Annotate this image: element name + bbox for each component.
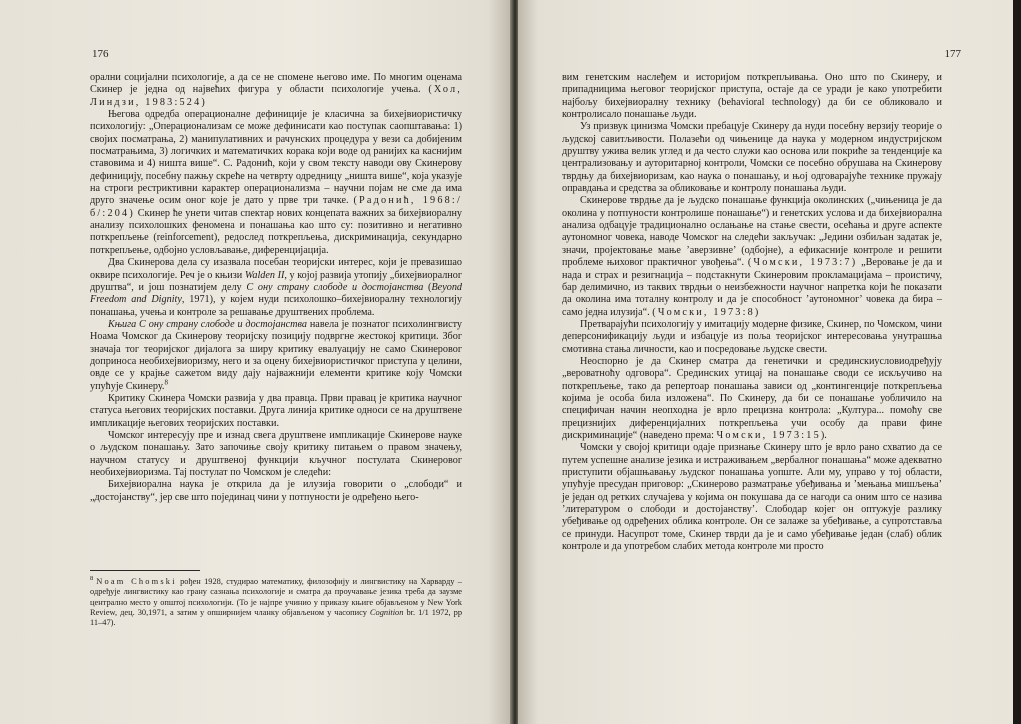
paragraph: Бихејвиорална наука је открила да је илузија говорити о „слободи“ и „достојанству“, јер све што појединац чини у потпуности је одређено њего- — [90, 479, 462, 503]
paragraph: Чомски у својој критици одаје признање Скинеру што је врло рано схватио да се путем успешне анализе језика и истраживањем „вербалног понашања“ може адекватно приступити објашњавању људског понашања уопште. Али му, управо у тој области, упућује пресудан приговор: „Скинерово разматрање убеђивања и ’мењања мишљења’ је један од ретких случајева у којима он покушава да се нагоди са оним што се назива ’литературом о слободи и достојанству’. Слободар којег он оптужује разлику убеђивање од одређених облика контроле. Он се залаже за убеђивање, а супротстављa се принуди. Насупрот томе, Скинер тврди да је и само убеђивање један (слаб) облик контроле и да употребом слабих метода контроле ми просто — [562, 442, 942, 553]
right-page — [518, 0, 1021, 724]
paragraph: Књига С ону страну слободе и достојанства навела је познатог психолингвисту Ноама Чомског да Скинерову теоријску позицију подвргне жестокој критици. Због значаја тог теоријског дијалога за ширу критику евалуацију не само Скинеровог доприноса необихејвиоризму, него и за оцену бихејвиористичког приступа у целини, овде се у крајње сажетом виду дају најважнији елементи критике коју Чомски упућује Скинеру.$^8$ — [90, 318, 463, 392]
paragraph: вим генетским наслеђем и историјом поткрепљивања. Оно што по Скинеру, и припадницима његовог теоријског приступа, остаје да се уради је како употребити најбољу бихејвиоралну технику (behavioral technology) да би се обликовало и контролисало понашање људи. — [562, 72, 942, 121]
paragraph: Његова одредба операционалне дефиниције је класична за бихејвиористичку психологију: „Операционализам се може дефинисати као поступак саопштавања: 1) својих посматрања, 2) манипулативних и рачунских процедура у вези са добијеним посматрањима, 3) логичких и математичких корака који воде од ранијих ка каснијим ставовима и 4) ништа више“. С. Радонић, који у свом тексту наводи ову Скинерову дефиницију, посебну пажњу скреће на четврту одредницу „ништа више“, која указује на строги рестриктивни карактер операционализма – научни појам не сме да има друго значење осим оног које је дато у прве три тачке. (Радонић, 1968:/б/:204) Скинер ће унети читав спектар нових концепата важних за бихејвиоралну анализу психолошких феномена и понашања као што су: позитивно и негативно поткрепљење (reinforcement), редослед поткрепљења, дискриминација, секундарно поткрепљење, одбојно условљавање, диференцијација. — [90, 109, 462, 256]
footnote-divider — [90, 570, 200, 571]
page-number-left: 176 — [92, 48, 109, 60]
left-body-text — [90, 72, 462, 504]
footnote-ref[interactable]: 8 — [164, 378, 168, 387]
paragraph: Претварајући психологију у имитацију модерне физике, Скинер, по Чомском, чини деперсонификацију људи и избацује из поља теоријског интересовања унутрашња смотивна стања личности, као и посредовање људске свести. — [562, 318, 942, 355]
paragraph: Два Скинерова дела су изазвала посебан теоријски интерес, који је превазишао оквире психологије. Реч је о књизи Walden II, у којој развија утопију „бихејвиоралног друштва“, и још познатијем делу С ону страну слободе и достојанства (Beyond Freedom and Dignity, 1971), у којем нуди психолошко–бихејвиоралну технологију понашања, учења и контроле за решавање друштвених проблема. — [90, 257, 463, 318]
paragraph: Чомског интересују пре и изнад свега друштвене импликације Скинерове науке о људском понашању. Зато започиње своју критику питањем о правом значењу, научном статусу и друштвеној функцији кључног постулата Скинеровог необихејвиоризма. Тај постулат по Чомском је следећи: — [90, 429, 462, 478]
page-number-right: 177 — [944, 48, 961, 60]
paragraph: Критику Скинера Чомски развија у два правца. Први правац је критика научног статуса његових теоријских поставки. Друга линија критике односи се на друштвене импликације његових теоријских поставки. — [90, 392, 462, 429]
paragraph: Скинерове тврдње да је људско понашање функција околинских („чињеница је да околина у потпуности контролише понашање“) и генетских услова и да бихејвиорална анализа одбацује традиционално ослањање на стање свести, осећања и друге аспекте аутономног човека, наводе Чомског на следећи закључак: „Једини озбиљан задатак је, значи, пројектовање мање ’аверзивне’ (одбојне), а ефикасније контроле и решити проблеме њиховог практичног увођења“. (Чомски, 1973:7) „Веровање је да и нада и страх и резигнација – подстакнути Скинеровим прокламацијама – проистичу, бар делимично, из таквих тврдњи о неизбежности научног напретка који ће показати да околина има тоталну контролу и да је способност ’аутономног’ човека да бира – само једна илузија“. (Чомски, 1973:8) — [562, 195, 943, 318]
footnote: $^8$ Noam Chomski рођен 1928, студирао математику, филозофију и лингвистику на Харварду – одређује лингвистику као грану сазнања психологије и сматра да проучавање језика треба да заузме централно место у општој психологији. (То је најпре учинио у приказу књиге објављеном у New York Review, дец. 30,1971, а затим у опширнијем чланку објављеном у часопису Cognition br. 1/1 1972, pp 11–47). — [90, 575, 463, 628]
page-edge — [1013, 0, 1021, 724]
paragraph: Неоспорно је да Скинер сматра да генетички и срединскиусловиодређују „вероватноћу одговора“. Срединских утицај на понашање своди се искључиво на поткрепљење, тако да репертоар понашања зависи од „контингенције поткрепљења којима је особа била изложена“. По Скинеру, да би се понашање уобличило на специфичан начин неопходна је врло прецизна контрола: „Култура... помоћу све прецизнијих диференцијалних поткрепљења учи особу да прави фине дискриминације“ (наведено према: Чомски, 1973:15). — [562, 355, 942, 441]
paragraph: Уз призвук цинизма Чомски пребацује Скинеру да нуди посебну верзију теорије о људској савитљивости. Полазећи од чињенице да наука у модерном индустријском друштву ужива велик углед и да често служи као основа или покриће за тенденције ка централизовању и ауторитарној контроли, Чомски се посебно обрушава на Скинерову тврдњу да бихејвиоризам, као наука о понашању, и њој одговарајуће технике пружају оправдања и средства за обликовање и контролу понашања људи. — [562, 121, 942, 195]
paragraph: орални социјални психологије, а да се не спомене његово име. По многим оценама Скинер је једна од највећих фигура у области психологије учења. (Хол, Линдзи, 1983:524) — [90, 72, 463, 108]
right-body-text — [562, 72, 942, 553]
